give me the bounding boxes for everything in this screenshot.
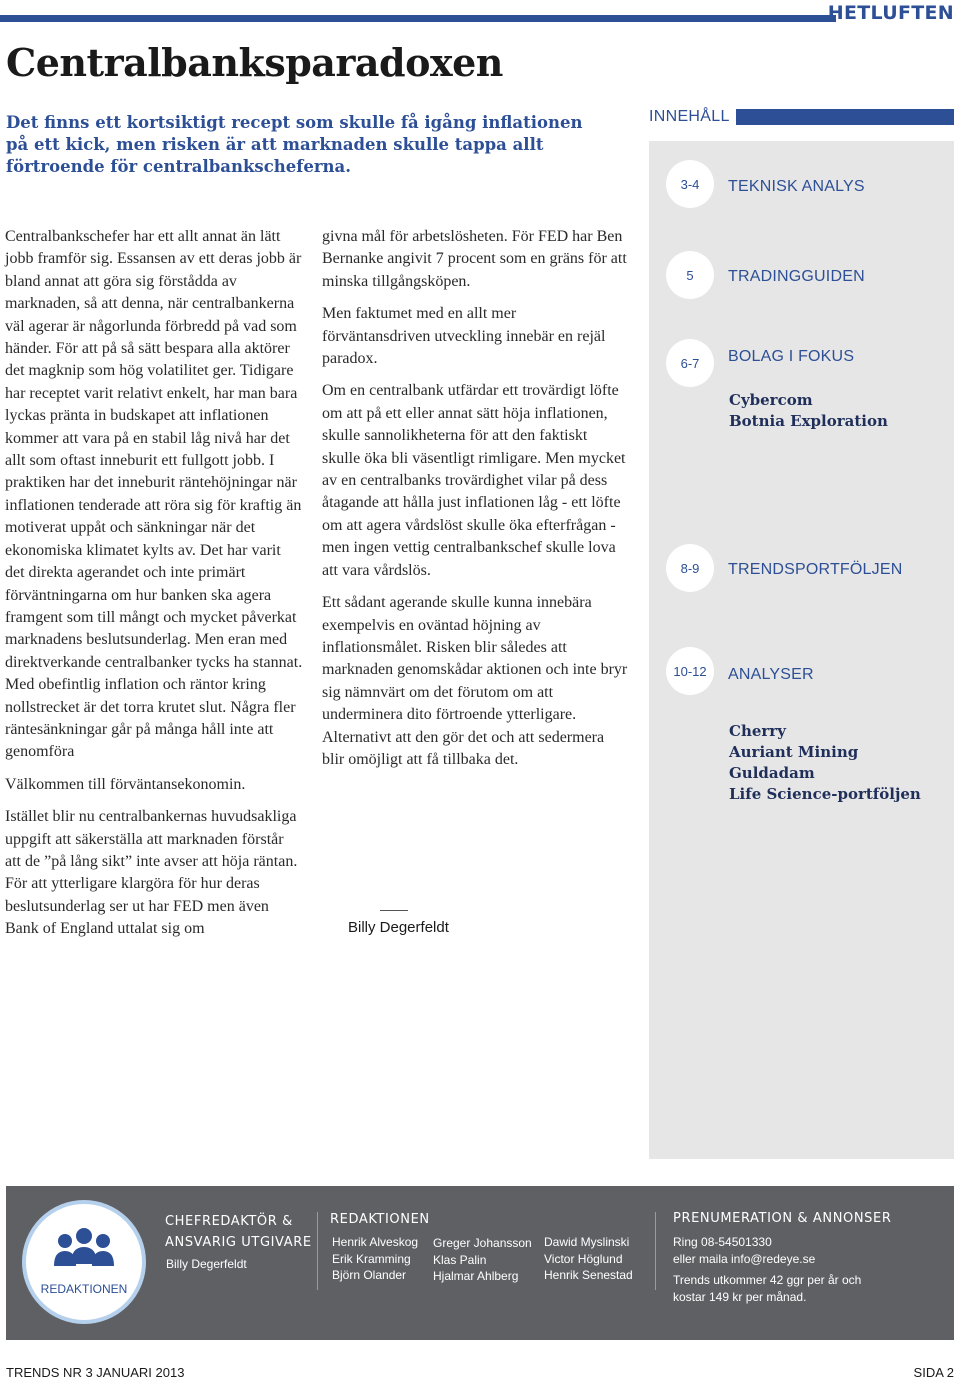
article-paragraph: Men faktumet med en allt mer förväntansdriven utveckling innebär en rejäl paradox.: [322, 305, 606, 368]
article-column-2: [322, 226, 628, 771]
issue-label: TRENDS NR 3 JANUARI 2013: [6, 1365, 185, 1380]
staff-name: Henrik Alveskog: [332, 1235, 419, 1249]
toc-subitem[interactable]: Cherry: [729, 722, 786, 740]
footer-heading-line: CHEFREDAKTÖR &: [165, 1214, 293, 1229]
toc-item-tradingguiden[interactable]: TRADINGGUIDEN: [728, 268, 865, 285]
staff-name: Björn Olander: [332, 1268, 407, 1282]
header-rule: [0, 15, 836, 22]
toc-subitem[interactable]: Life Science-portföljen: [729, 785, 921, 803]
footer-heading-line: ANSVARIG UTGIVARE: [165, 1235, 312, 1250]
team-icon: [26, 1204, 142, 1320]
toc-item-bolag-i-fokus[interactable]: BOLAG I FOKUS: [728, 348, 855, 365]
staff-name: Hjalmar Ahlberg: [433, 1269, 519, 1283]
toc-title: INNEHÅLL: [649, 108, 730, 125]
subscription-phone[interactable]: Ring 08-54501330: [673, 1235, 772, 1249]
article-paragraph: Om en centralbank utfärdar ett trovärdigt löfte om att på ett eller annat sätt höja inflationen, skulle sannolikheterna för att den faktiskt skulle öka bli väsentligt rimligare. Men mycket av en centralbanks trovärdighet vilar på dess åtagande att hålla just inflationen låg - ett löfte om att agera vårdslöst skulle öka efterfrågan - men ingen vettig centralbankschef skulle lova att vara vårdslös.: [322, 382, 626, 579]
footer-divider: [317, 1212, 318, 1290]
article-paragraph: givna mål för arbetslösheten. För FED har Ben Bernanke angivit 7 procent som en gräns för att minska tillgångsköpen.: [322, 228, 627, 290]
staff-name: Greger Johansson: [433, 1236, 532, 1250]
author-name: Billy Degerfeldt: [348, 919, 449, 936]
staff-name: Klas Palin: [433, 1252, 487, 1267]
footer-editorial-col-a: [332, 1234, 418, 1284]
subscription-email[interactable]: eller maila info@redeye.se: [673, 1251, 816, 1266]
footer-editorial-col-c: [544, 1234, 633, 1284]
article-paragraph: Välkommen till förväntansekonomin.: [5, 775, 246, 793]
toc-page-badge: 8-9: [666, 544, 714, 592]
staff-name: Dawid Myslinski: [544, 1235, 630, 1249]
footer-subscription-heading: PRENUMERATION & ANNONSER: [673, 1211, 892, 1226]
staff-name: Erik Kramming: [332, 1251, 411, 1266]
author-signature: [348, 910, 449, 936]
footer-chief-name: Billy Degerfeldt: [166, 1257, 247, 1271]
article-paragraph: Centralbankschefer har ett allt annat än lätt jobb framför sig. Essansen av ett deras jobb är bland annat att göra sig förstådda av marknaden, så att denna, när centralbankerna väl agerar är någorlunda förbredd på vad som händer. För att på så sätt bespara alla aktörer det magknip som hög volatilitet ger. Tidigare har receptet varit relativt enkelt, har man bara lyckas pränta in budskapet att inflationen kommer att vara på en stabil låg nivå har det allt som oftast inneburit ett fullgott jobb. I praktiken har det inneburit räntehöjningar när inflationen tenderade att röra sig för kraftig än motiverat uppåt och sänkningar när det ekonomiska klimatet kylts av. Det har varit det direkta agerandet och inte primärt förväntningarna om hur banken ska agera framgent som till mångt och mycket påverkat marknadens beslutsunderlag. Men eran med direktverkande centralbanker tycks ha stannat. Med obefintlig inflation och räntor kring nollstrecket är det torra krutet slut. Några fler räntesänkningar går på många håll inte att genomföra: [5, 228, 303, 761]
article-paragraph: Istället blir nu centralbankernas huvudsakliga uppgift att säkerställa att marknaden förstår att de ”på lång sikt” inte avser att höja räntan. För att ytterligare klargöra för hur deras beslutsunderlag ser ut har FED men även Bank of England uttalat sig om: [5, 808, 298, 938]
toc-subitem[interactable]: Botnia Exploration: [729, 412, 888, 430]
page-number: SIDA 2: [913, 1365, 954, 1380]
footer-subscription-contact: [673, 1234, 815, 1267]
toc-page-badge: 3-4: [666, 160, 714, 208]
toc-subitem[interactable]: Cybercom: [729, 391, 813, 409]
redaktionen-logo: [22, 1200, 146, 1324]
article-lead: Det finns ett kortsiktigt recept som skulle få igång inflationen på ett kick, men risken är att marknaden skulle tappa allt förtroende för centralbankscheferna.: [6, 113, 583, 176]
toc-page-badge: 10-12: [666, 647, 714, 695]
footer-editorial-heading: REDAKTIONEN: [330, 1212, 430, 1227]
logo-label: REDAKTIONEN: [40, 1282, 128, 1296]
toc-item-teknisk-analys[interactable]: TEKNISK ANALYS: [728, 178, 865, 195]
toc-subitem[interactable]: Auriant Mining: [729, 743, 859, 761]
toc-item-trendsportfoljen[interactable]: TRENDSPORTFÖLJEN: [728, 561, 903, 578]
subscription-info-line: kostar 149 kr per månad.: [673, 1289, 807, 1304]
toc-page-badge: 5: [666, 251, 714, 299]
subscription-info-line: Trends utkommer 42 ggr per år och: [673, 1273, 862, 1287]
footer-editorial-col-b: [433, 1235, 532, 1285]
toc-title-rule: [736, 109, 954, 125]
signature-dash: [380, 910, 408, 911]
brand-logo: HETLUFTEN: [827, 2, 954, 24]
footer-divider: [655, 1212, 656, 1290]
toc-item-analyser[interactable]: ANALYSER: [728, 666, 814, 683]
staff-name: Victor Höglund: [544, 1251, 623, 1266]
article-title: Centralbanksparadoxen: [6, 40, 503, 85]
staff-name: Henrik Senestad: [544, 1268, 633, 1282]
article-paragraph: Ett sådant agerande skulle kunna innebära exempelvis en oväntad höjning av inflationsmålet. Risken blir således att marknaden genomskådar aktionen och inte bryr sig nämnvärt om det förutom om att underminera dito förtroende ytterligare. Alternativt att den gör det och att sedermera blir omöjligt att få tillbaka det.: [322, 594, 628, 768]
footer-subscription-info: [673, 1272, 861, 1305]
toc-page-badge: 6-7: [666, 339, 714, 387]
toc-subitem[interactable]: Guldadam: [729, 764, 815, 782]
article-column-1: [5, 226, 303, 941]
footer-chief-heading: [165, 1211, 312, 1253]
